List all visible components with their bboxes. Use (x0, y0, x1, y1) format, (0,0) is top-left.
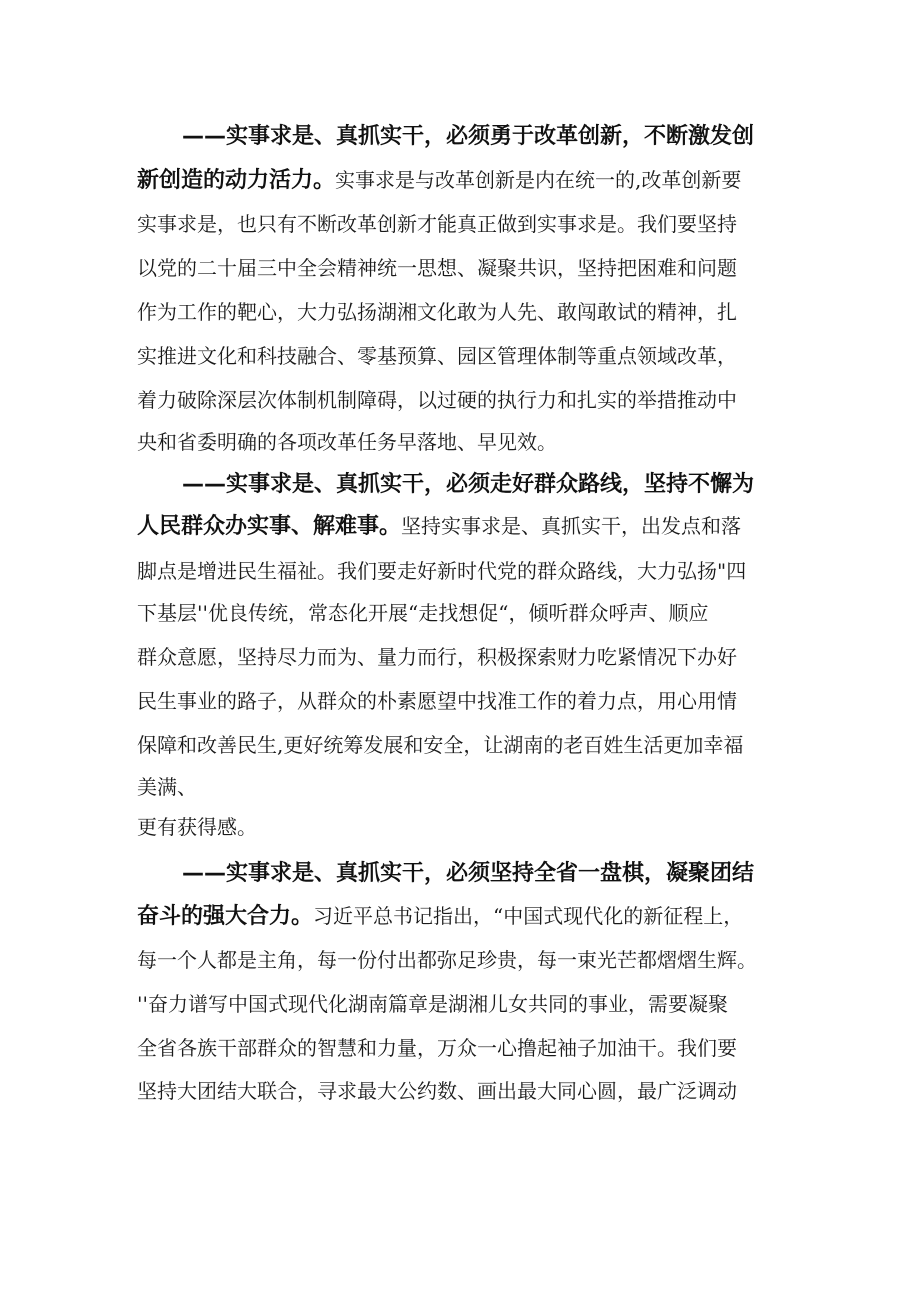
paragraph-1-heading-end: 新创造的动力活力。 (137, 168, 336, 193)
paragraph-1-line-5: 作为工作的靶心，大力弘扬湖湘文化敢为人先、敢闯敢试的精神，扎 (137, 300, 737, 324)
paragraph-1-line-6: 实推进文化和科技融合、零基预算、园区管理体制等重点领域改革， (137, 344, 737, 368)
paragraph-1-line-8: 央和省委明确的各项改革任务早落地、早见效。 (137, 430, 557, 454)
paragraph-3-text: 习近平总书记指出，“中国式现代化的新征程上， (313, 904, 744, 928)
paragraph-2-heading-end: 人民群众办实事、解难事。 (137, 514, 402, 539)
paragraph-2-line-7: 保障和改善民生,更好统筹发展和安全，让湖南的老百姓生活更加幸福 (137, 733, 744, 757)
paragraph-2-line-6: 民生事业的路子，从群众的朴素愿望中找准工作的着力点，用心用情 (137, 689, 737, 713)
paragraph-2-line-4: 下基层''优良传统，常态化开展“走找想促“，倾听群众呼声、顺应 (137, 601, 709, 625)
paragraph-1-line-3: 实事求是，也只有不断改革创新才能真正做到实事求是。我们要坚持 (137, 212, 737, 236)
paragraph-2-line-9: 更有获得感。 (137, 815, 257, 839)
paragraph-3-heading: ——实事求是、真抓实干，必须坚持全省一盘棋，凝聚团结 (182, 861, 755, 886)
paragraph-1-text: 实事求是与改革创新是内在统一的,改革创新要 (335, 168, 742, 192)
paragraph-3-line-5: 全省各族干部群众的智慧和力量，万众一心撸起袖子加油干。我们要 (137, 1036, 737, 1060)
paragraph-3-line-1 (182, 861, 754, 886)
paragraph-2-line-2 (137, 514, 741, 539)
paragraph-2-line-1 (182, 472, 754, 497)
paragraph-2-text: 坚持实事求是、真抓实干，出发点和落 (401, 514, 742, 538)
paragraph-3-heading-end: 奋斗的强大合力。 (137, 904, 314, 929)
paragraph-2-line-5: 群众意愿，坚持尽力而为、量力而行，积极探索财力吃紧情况下办好 (137, 645, 737, 669)
paragraph-1-line-2 (137, 168, 741, 193)
paragraph-3-line-4: ''奋力谱写中国式现代化湖南篇章是湖湘儿女共同的事业，需要凝聚 (137, 992, 728, 1016)
paragraph-2-line-3: 脚点是增进民生福祉。我们要走好新时代党的群众路线，大力弘扬"四 (137, 559, 747, 583)
paragraph-1-heading: ——实事求是、真抓实干，必须勇于改革创新，不断激发创 (182, 124, 755, 149)
paragraph-3-line-2 (137, 904, 743, 929)
paragraph-3-line-6: 坚持大团结大联合，寻求最大公约数、画出最大同心圆，最广泛调动 (137, 1079, 737, 1103)
paragraph-1-line-1 (182, 124, 754, 149)
paragraph-3-line-3: 每一个人都是主角，每一份付出都弥足珍贵，每一束光芒都熠熠生辉。 (137, 948, 757, 972)
paragraph-1-line-7: 着力破除深层次体制机制障碍，以过硬的执行力和扎实的举措推动中 (137, 388, 737, 412)
paragraph-2-line-8: 美满、 (137, 775, 197, 799)
paragraph-2-heading: ——实事求是、真抓实干，必须走好群众路线，坚持不懈为 (182, 472, 755, 497)
paragraph-1-line-4: 以党的二十届三中全会精神统一思想、凝聚共识，坚持把困难和问题 (137, 256, 737, 280)
